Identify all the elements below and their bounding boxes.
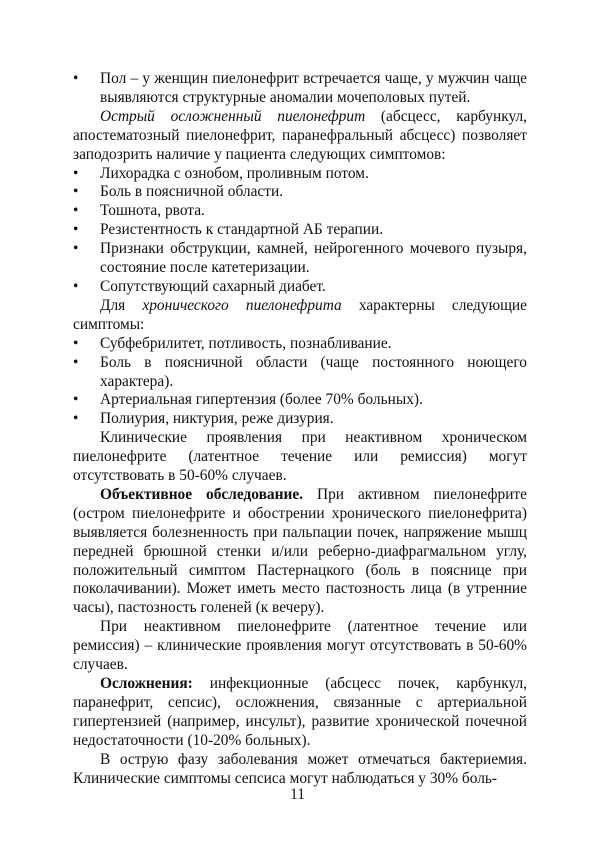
paragraph-inactive: При неактивном пиелонефрите (латентное течение или ремиссия) – клинические проявления могут отсутствовать в 50-60% случаев. (73, 618, 527, 674)
list-item: • Признаки обструкции, камней, нейрогенного мочевого пузыря, состояние после катетеризации. (73, 240, 527, 278)
document-page (73, 70, 527, 788)
paragraph-text: При активном пиелонефрите (остром пиелонефрите и обострении хронического пиелонефрита) выявляется болезненность при пальпации почек, напряжение мышц передней брюшной стенки и/или реберно-диафрагмальном углу, положительный симптом Пастернацкого (боль в пояснице при поколачивании). Может иметь место пастозность лица (в утренние часы), пастозность голеней (к вечеру). (73, 485, 527, 617)
list-item: • Боль в поясничной области. (73, 183, 527, 202)
bold-heading: Осложнения: (100, 675, 193, 692)
list-item: • Резистентность к стандартной АБ терапии. (73, 221, 527, 240)
italic-term: хронического пиелонефрита (142, 296, 342, 314)
paragraph-text: инфекционные (абсцесс почек, карбункул, паранефрит, сепсис), осложнения, связанные с артериальной гипертензией (например, инсульт), развитие хронической почечной недостаточности (10-20% больных). (73, 675, 527, 749)
paragraph-text: характерны следующие симптомы: (73, 296, 528, 333)
paragraph-text: Для (100, 296, 143, 314)
list-item: • Субфебрилитет, потливость, познабливание. (73, 335, 527, 354)
bold-heading: Объективное обследование. (100, 485, 304, 503)
paragraph-inactive-chronic: Клинические проявления при неактивном хроническом пиелонефрите (латентное течение или ремиссия) могут отсутствовать в 50-60% случаев. (73, 429, 527, 485)
list-item: • Тошнота, рвота. (73, 202, 527, 221)
list-item: • Пол – у женщин пиелонефрит встречается чаще, у мужчин чаще выявляются структурные аномалии мочеполовых путей. (73, 70, 527, 108)
bullet-list-acute-symptoms (73, 165, 527, 297)
bullet-list-risk (73, 70, 527, 108)
italic-term: Острый осложненный пиелонефрит (100, 107, 366, 125)
paragraph-complications (73, 675, 527, 751)
list-item: • Артериальная гипертензия (более 70% больных). (73, 391, 527, 410)
paragraph-bacteremia: В острую фазу заболевания может отмечаться бактериемия. Клинические симптомы сепсиса могут наблюдаться у 30% боль- (73, 750, 527, 787)
paragraph-chronic (73, 297, 527, 335)
list-item: • Боль в поясничной области (чаще постоянного ноющего характера). (73, 354, 527, 392)
list-item: • Лихорадка с ознобом, проливным потом. (73, 165, 527, 184)
bullet-list-chronic-symptoms (73, 335, 527, 430)
paragraph-acute-complicated (73, 108, 527, 165)
list-item: • Полиурия, никтурия, реже дизурия. (73, 410, 527, 429)
paragraph-text: (абсцесс, карбункул, апостематозный пиелонефрит, паранефральный абсцесс) позволяет заподозрить наличие у пациента следующих симптомов: (73, 107, 527, 163)
page-number: 11 (290, 786, 305, 803)
list-item: • Сопутствующий сахарный диабет. (73, 278, 527, 297)
paragraph-examination (73, 486, 527, 618)
